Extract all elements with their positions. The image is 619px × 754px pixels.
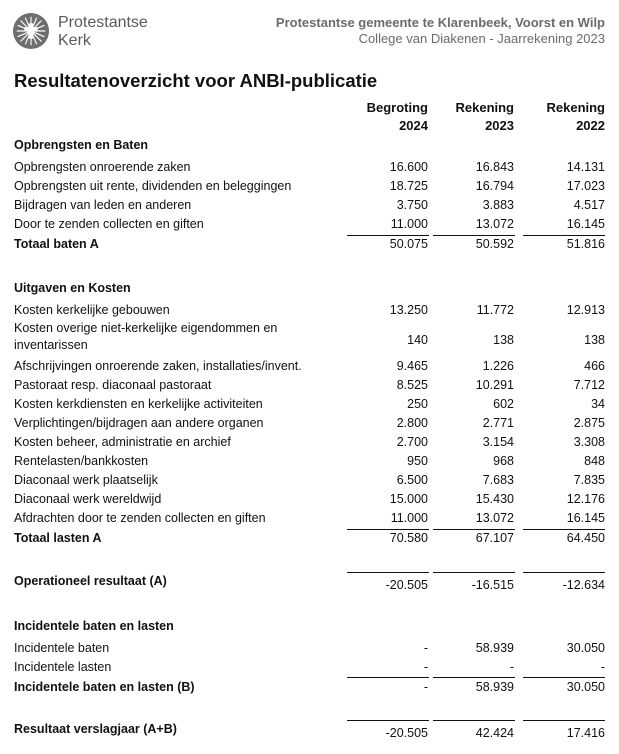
table-row <box>14 414 605 433</box>
row-label: Bijdragen van leden en anderen <box>14 198 192 212</box>
value-rekening-2023: 58.939 <box>475 641 514 655</box>
value-begroting-2024: 140 <box>407 333 428 347</box>
table-row <box>14 357 605 376</box>
value-begroting-2024: 2.800 <box>396 416 428 430</box>
value-rekening-2023: 968 <box>493 454 514 468</box>
value-begroting-2024: 50.075 <box>389 237 428 251</box>
value-rekening-2022: 34 <box>591 397 605 411</box>
value-rekening-2022: - <box>600 660 605 674</box>
column-header-line-1: Rekening <box>455 100 514 115</box>
table-row <box>14 433 605 452</box>
table-row <box>14 471 605 490</box>
value-begroting-2024: 13.250 <box>389 303 428 317</box>
value-rekening-2023: 16.794 <box>475 179 514 193</box>
resultaat-verslagjaar-row <box>14 720 605 739</box>
value-rekening-2022: 51.816 <box>566 237 605 251</box>
table-row <box>14 301 605 320</box>
value-rekening-2022: 138 <box>584 333 605 347</box>
document-header <box>276 15 605 47</box>
column-header-line-2: 2022 <box>576 118 605 133</box>
value-rekening-2023: 10.291 <box>475 378 514 392</box>
value-rekening-2022: 4.517 <box>573 198 605 212</box>
table-row <box>14 196 605 215</box>
table-row <box>14 639 605 658</box>
row-label: Incidentele baten <box>14 641 110 655</box>
value-rekening-2023: 50.592 <box>475 237 514 251</box>
value-rekening-2023: 7.683 <box>482 473 514 487</box>
value-rekening-2022: 30.050 <box>566 641 605 655</box>
row-label: Kosten kerkdiensten en kerkelijke activiteiten <box>14 397 263 411</box>
row-label: Rentelasten/bankkosten <box>14 454 149 468</box>
total-row-incidenteel <box>14 678 605 697</box>
value-rekening-2022: 12.176 <box>566 492 605 506</box>
value-rekening-2022: 16.145 <box>566 511 605 525</box>
row-label: Pastoraat resp. diaconaal pastoraat <box>14 378 212 392</box>
row-label: Incidentele lasten <box>14 660 112 674</box>
logo-line-1: Protestantse <box>58 14 148 31</box>
table-row <box>14 376 605 395</box>
section-heading-lasten: Uitgaven en Kosten <box>14 281 131 295</box>
value-rekening-2023: 13.072 <box>475 217 514 231</box>
row-label: Diaconaal werk plaatselijk <box>14 473 158 487</box>
row-label: Incidentele baten en lasten (B) <box>14 680 195 694</box>
value-begroting-2024: 3.750 <box>396 198 428 212</box>
value-begroting-2024: - <box>423 680 428 694</box>
organization-name: Protestantse gemeente te Klarenbeek, Voorst en Wilp <box>275 15 605 30</box>
value-begroting-2024: 70.580 <box>389 531 428 545</box>
value-begroting-2024: -20.505 <box>385 578 428 592</box>
value-begroting-2024: 2.700 <box>396 435 428 449</box>
value-begroting-2024: 9.465 <box>396 359 428 373</box>
column-header-rekening-2022 <box>546 99 605 135</box>
total-row-baten <box>14 235 605 254</box>
value-rekening-2023: 2.771 <box>482 416 514 430</box>
value-rekening-2022: 17.023 <box>566 179 605 193</box>
table-row <box>14 177 605 196</box>
row-label: Kosten overige niet-kerkelijke eigendommen en inventarissen <box>14 321 278 352</box>
value-rekening-2023: 3.883 <box>482 198 514 212</box>
value-rekening-2022: 14.131 <box>566 160 605 174</box>
column-header-line-1: Begroting <box>366 100 428 115</box>
value-rekening-2022: 7.712 <box>573 378 605 392</box>
value-begroting-2024: 8.525 <box>396 378 428 392</box>
value-rekening-2022: -12.634 <box>562 578 605 592</box>
value-begroting-2024: 16.600 <box>389 160 428 174</box>
value-begroting-2024: 15.000 <box>389 492 428 506</box>
section-heading-baten: Opbrengsten en Baten <box>14 138 149 152</box>
row-label: Afschrijvingen onroerende zaken, installaties/invent. <box>14 359 302 373</box>
value-rekening-2023: - <box>509 660 514 674</box>
row-label: Door te zenden collecten en giften <box>14 217 204 231</box>
value-begroting-2024: 18.725 <box>389 179 428 193</box>
table-row <box>14 320 605 356</box>
value-begroting-2024: -20.505 <box>385 726 428 740</box>
column-header-line-2: 2023 <box>485 118 514 133</box>
total-row-lasten <box>14 529 605 548</box>
value-rekening-2022: 16.145 <box>566 217 605 231</box>
value-rekening-2022: 3.308 <box>573 435 605 449</box>
row-label: Opbrengsten onroerende zaken <box>14 160 191 174</box>
column-header-rekening-2023 <box>455 99 514 135</box>
section-heading-incidenteel: Incidentele baten en lasten <box>14 619 174 633</box>
value-rekening-2022: 7.835 <box>573 473 605 487</box>
value-rekening-2022: 30.050 <box>566 680 605 694</box>
row-label: Totaal baten A <box>14 237 99 251</box>
row-label: Opbrengsten uit rente, dividenden en beleggingen <box>14 179 292 193</box>
value-rekening-2023: 3.154 <box>482 435 514 449</box>
value-begroting-2024: - <box>423 660 428 674</box>
value-rekening-2023: 67.107 <box>475 531 514 545</box>
value-rekening-2023: 58.939 <box>475 680 514 694</box>
value-rekening-2023: 42.424 <box>475 726 514 740</box>
value-begroting-2024: 950 <box>407 454 428 468</box>
table-row <box>14 158 605 177</box>
row-label: Kosten beheer, administratie en archief <box>14 435 231 449</box>
value-rekening-2023: 138 <box>493 333 514 347</box>
value-begroting-2024: 11.000 <box>390 511 428 525</box>
table-row <box>14 509 605 528</box>
table-row <box>14 490 605 509</box>
value-begroting-2024: - <box>423 641 428 655</box>
protestantse-kerk-logo-icon <box>12 12 50 50</box>
table-row <box>14 395 605 414</box>
value-rekening-2023: 602 <box>493 397 514 411</box>
value-rekening-2023: 1.226 <box>482 359 514 373</box>
value-rekening-2022: 12.913 <box>566 303 605 317</box>
document-subtitle: College van Diakenen - Jaarrekening 2023 <box>358 31 605 46</box>
operationeel-resultaat-row <box>14 572 605 591</box>
value-rekening-2023: 13.072 <box>475 511 514 525</box>
table-row <box>14 452 605 471</box>
column-header-line-2: 2024 <box>399 118 428 133</box>
value-rekening-2023: 15.430 <box>475 492 514 506</box>
row-label: Operationeel resultaat (A) <box>14 574 167 588</box>
value-rekening-2022: 848 <box>584 454 605 468</box>
row-label: Verplichtingen/bijdragen aan andere organen <box>14 416 264 430</box>
row-label: Totaal lasten A <box>14 531 102 545</box>
value-rekening-2023: 16.843 <box>475 160 514 174</box>
value-rekening-2022: 2.875 <box>573 416 605 430</box>
row-label: Kosten kerkelijke gebouwen <box>14 303 170 317</box>
row-label: Resultaat verslagjaar (A+B) <box>14 722 177 736</box>
column-header-begroting-2024 <box>367 99 428 135</box>
row-label: Afdrachten door te zenden collecten en giften <box>14 511 266 525</box>
table-row <box>14 658 605 677</box>
value-begroting-2024: 11.000 <box>390 217 428 231</box>
page-title: Resultatenoverzicht voor ANBI-publicatie <box>14 70 378 91</box>
value-rekening-2023: -16.515 <box>471 578 514 592</box>
row-label: Diaconaal werk wereldwijd <box>14 492 162 506</box>
table-row <box>14 215 605 234</box>
value-rekening-2022: 64.450 <box>566 531 605 545</box>
column-header-line-1: Rekening <box>546 100 605 115</box>
value-rekening-2023: 11.772 <box>476 303 514 317</box>
value-begroting-2024: 250 <box>407 397 428 411</box>
value-begroting-2024: 6.500 <box>396 473 428 487</box>
logo-line-2: Kerk <box>58 32 91 49</box>
value-rekening-2022: 466 <box>584 359 605 373</box>
value-rekening-2022: 17.416 <box>566 726 605 740</box>
